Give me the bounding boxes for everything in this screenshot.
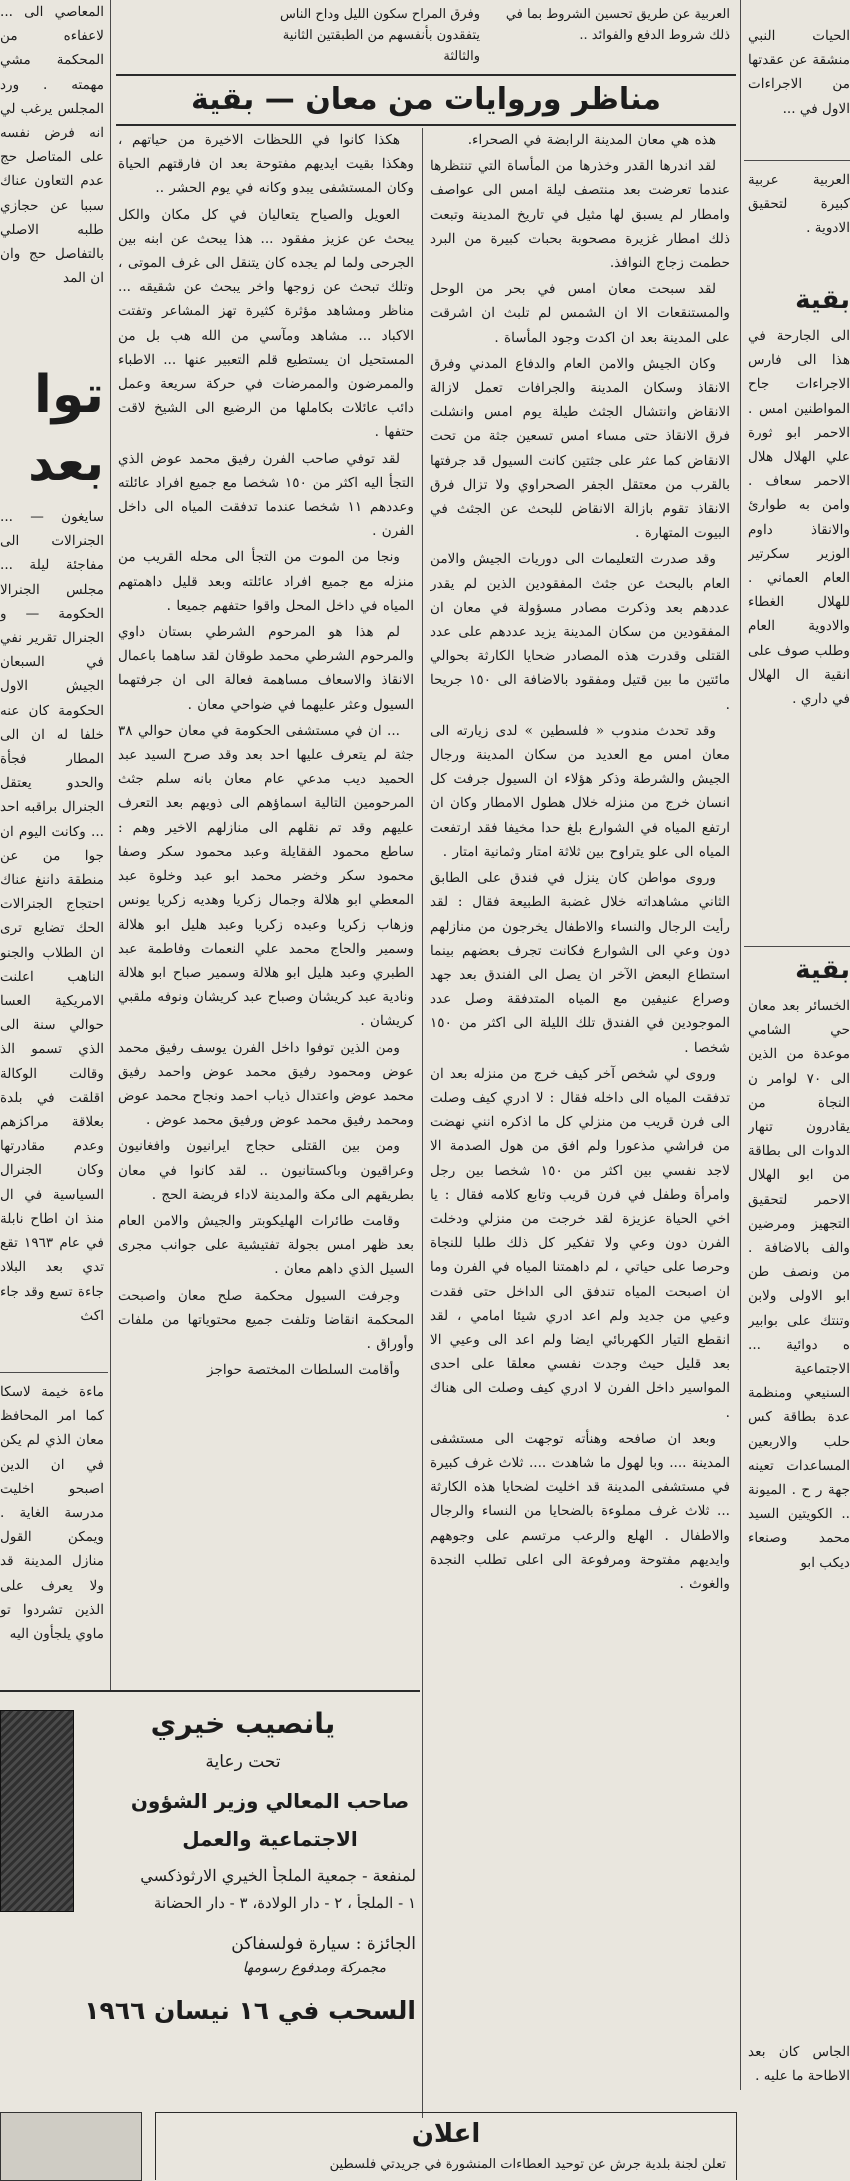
right-fragment-rule-1: [744, 160, 850, 161]
headline-main: مناظر وروايات من معان: [305, 82, 661, 117]
right-fragment-heading-2: بقية: [795, 955, 850, 985]
lottery-benefit: لمنفعة - جمعية الملجأ الخيري الارثوذكسي: [140, 1866, 416, 1885]
paragraph: لم هذا هو المرحوم الشرطي بستان داوي والمرحوم الشرطي محمد طوقان لقد ساهما باعمال الانقاذ والاسعاف مساهمة فعالة الى ان جرفتهما السيول وعثر عليهما في ضواحي معان .: [118, 624, 414, 713]
headline-dash: —: [254, 82, 295, 117]
column-divider: [422, 128, 423, 2118]
right-fragment-heading-1: بقية: [795, 285, 850, 315]
announcement-text: تعلن لجنة بلدية جرش عن توحيد العطاءات المنشورة في جريدتي فلسطين: [329, 2157, 726, 2172]
article-column-right: [430, 128, 730, 2128]
headline-continued: بقية: [190, 82, 255, 117]
lottery-prize-note: مجمركة ومدفوع رسومها: [242, 1960, 386, 1976]
paragraph: لقد توفي صاحب الفرن رفيق محمد عوض الذي التجأ اليه اكثر من ١٥٠ شخصا مع جميع افراد عائلته وعددهم ١١ شخصا عندما تدفقت المياه الى داخل الفرن .: [118, 450, 414, 540]
paragraph: ومن بين القتلى حجاج ايرانيون وافغانيون وعراقيون وباكستانيون .. لقد كانوا في معان بطريقهم الى مكة والمدينة لاداء فريضة الحج .: [118, 1138, 414, 1203]
paragraph: لقد اندرها القدر وخذرها من المأساة التي تنتظرها عندما تعرضت بعد منتصف ليلة امس الى عواصف وامطار لم يسبق لها مثيل في تاريخ المدينة وتبعت ذلك امطار غزيرة مصحوبة بحبات كبيرة من البرد حطمت زجاج النوافذ.: [430, 158, 730, 272]
lottery-ad-photo: [0, 1710, 74, 1912]
right-fragment-rule-2: [744, 946, 850, 947]
paragraph: ومن الذين توفوا داخل الفرن يوسف رفيق محمد عوض ومحمود رفيق محمد عوض واحمد رفيق محمد عوض واعتدال ذياب احمد ونجاح محمد عوض ومحمد رفيق محمد عوض ورفيق محمد عوض .: [118, 1039, 414, 1129]
right-column-divider: [740, 0, 741, 2090]
left-fragment-headline-1: توا: [34, 365, 104, 425]
paragraph: هذه هي معان المدينة الرابضة في الصحراء.: [467, 132, 716, 148]
right-fragment-d: الخسائر بعد معان حي الشامي موعدة من الذين الى ٧٠ لوامر ن النجاة من يقادرون تنهار الدوات الى بطاقة من ابو الهلال الاحمر لتحقيق التجهيز ومرضين والف بالاضافة . من ونصف طن ابو الاولى ولابن وتنتك على بوابير ه دوائية ... الاجتماعية السنيعي ومنظمة عدة بطاقة كس حلب والاربعين المساعدات تعينه جهة ر ح . الميونة .. الكويتين السيد محمد وصنعاء ديكب ابو: [748, 998, 850, 1571]
lottery-minister: صاحب المعالي وزير الشؤون الاجتماعية والعمل: [130, 1789, 410, 1851]
paragraph: وروى لي شخص آخر كيف خرج من منزله بعد ان تدفقت المياه الى داخله فقال : لا ادري كيف وصلت الى فرن قريب من منزلي كل ما اذكره انني نهضت من فراشي مذعورا ولم افق من هول الصدمة الا لاجد نفسي بين اكثر من ١٥٠ شخصا بين رجل وامرأة وطفل في فرن قريب وتابع كلامه فقال : يا اخي الحياة عزيزة لقد خرجت من منزلي ودخلت الفرن دون وعي ولا تفكير كل ذلك طلبا للنجاة وحرصا على حياتي ، لم داهمتنا المياه في الفرن وما ان اصبحت المياه تندفق الى الداخل حتى فقدت وعيي من جديد ولم اعد ادري شيئا امامي ، لقد انقطع التيار الكهربائي ايضا ولم اعد الى وعيي الا بعد قليل حيث وجدت نفسي معلقا على احدى المواسير داخل الفرن لا ادري كيف وصلت الى هناك .: [430, 1065, 730, 1421]
paragraph: ونجا من الموت من التجأ الى محله القريب من منزله مع جميع افراد عائلته وبعد قليل داهمتهم المياه في داخل المحل واقوا حتفهم جميعا .: [118, 549, 414, 614]
lottery-patronage: تحت رعاية: [205, 1752, 281, 1772]
paragraph: وكان الجيش والامن العام والدفاع المدني وفرق الانقاذ وسكان المدينة والجرافات تعمل لازالة الانقاض وانتشال الجثث طيلة يوم امس وانشلت فرق الانقاذ حتى مساء امس تسعين جثة من تحت الانقاض كما عثر على جثتين كانت السيول قد جرفتها بالقرب من معتقل الجفر الصحراوي ولا تزال فرق الانقاذ تقوم بازالة الانقاض للبحث عن الجثث في البيوت المتهارة .: [430, 355, 730, 542]
left-fragment-headline-2: بعد: [28, 434, 104, 492]
headline: [116, 78, 736, 122]
paragraph: ... ان في مستشفى الحكومة في معان حوالي ٣٨ جثة لم يتعرف عليها احد بعد وقد صرح السيد عبد الحميد ديب مدعي عام معان بانه سلم جثث المرحومين التالية اسماؤهم الى ذويهم بعد التعرف عليهم وقد تم نقلهم الى منازلهم الاخير وهم : ساطع محمود الفقايلة وعبد محمود سكر وصفا محمود سكر وخضر محمد ابو عبد وخلوة عبد المعطي ابو هلالة وجمال زكريا وهديه زكريا يونس وزهاب زكريا وعبده زكريا وعبد هليل ابو هلالة وسمير والحاج محمد علي النعمات وفاطمة عبد الطبري وعبد هليل ابو هلالة وسمير صباح ابو هلالة ونادية عبد كريشان وصباح عبد كريشان ونوفه ملقبي كريشان .: [118, 722, 414, 1030]
paragraph: وأقامت السلطات المختصة حواجز: [206, 1362, 400, 1379]
lottery-title: يانصيب خيري: [150, 1707, 336, 1740]
paragraph: العويل والصياح يتعاليان في كل مكان والكل يبحث عن عزيز مفقود ... هذا يبحث عن ابنه بين الجرحى ولما لم يجده كان يتنقل الى غرف الموتى ، وتلك تبحث عن زوجها واخر يبحث عن شقيقه ... مناظر ومشاهد مؤثرة كثيرة تهز المشاعر وتفتت الاكباد ... مشاهد ومآسي من الله هب بل من المستحيل ان يستطيع قلم التعبير عنها ... الاطباء والممرضون والممرضات في حركة سريعة وعمل دائب عائلات بكاملها من الرضيع الى الشيخ لاقت حتفها .: [118, 206, 414, 441]
right-fragment-e: الجاس كان بعد الاطاحة ما عليه .: [748, 2044, 850, 2085]
right-fragment-a: الحيات النبي منشقة عن عقدتها من الاجراءات الاول في ...: [748, 28, 850, 117]
article-column-left: [118, 128, 414, 1678]
paragraph: وبعد ان صافحه وهنأته توجهت الى مستشفى المدينة .... وبا لهول ما شاهدت .... ثلاث غرف كبيرة في مستشفى المدينة قد اخليت لضحايا هذه الكارثة ... ثلاث غرف مملوءة بالضحايا من النساء والرجال والاطفال . الهلع والرعب مرتسم على وجوههم وايديهم مفتوحة ومرفوعة الى اعلى تطلب النجدة والغوث .: [430, 1430, 730, 1592]
left-fragment-top: المعاصي الى ... لاعفاءه من المحكمة مشي مهمته . ورد المجلس يرغب لي انه فرض نفسه على المتاصل حج عدم التعاون عناك سببا عن حجازي طلبه الاصلي بالتفاصل حج وان ان المد: [0, 4, 104, 287]
paragraph: وجرفت السيول محكمة صلح معان واصبحت المحكمة انقاضا وتلفت جميع محتوياتها من ملفات وأوراق .: [118, 1287, 414, 1352]
paragraph: وقامت طائرات الهليكوبتر والجيش والامن العام بعد ظهر امس بجولة تفتيشية على جوانب مجرى السيل الذي داهم معان .: [118, 1212, 414, 1278]
lottery-ad: [70, 1696, 416, 2076]
announcement-title: اعلان: [411, 2119, 481, 2149]
top-snippet-right: العربية عن طريق تحسين الشروط بما في ذلك شروط الدفع والفوائد ..: [505, 7, 730, 43]
headline-rule-bottom: [116, 124, 736, 126]
left-fragment-rule: [0, 1372, 108, 1373]
announcement-box: [155, 2112, 737, 2180]
top-snippet-mid: وفرق المراح سكون الليل وداح الناس يتفقدون بأنفسهم من الطبقتين الثانية والثالثة: [279, 7, 480, 64]
paragraph: هكذا كانوا في اللحظات الاخيرة من حياتهم ، وهكذا بقيت ايديهم مفتوحة بعد ان فارقتهم الحياة وكان المستشفى يبدو وكانه في يوم الحشر ..: [118, 132, 414, 197]
left-column-divider: [110, 0, 111, 1690]
paragraph: لقد سبحت معان امس في بحر من الوحل والمستنقعات الا ان الشمس لم تلبث ان اشرقت على المدينة بعد ان اكدت وجود المأساة .: [430, 281, 730, 346]
left-fragment-mid: سايغون — ... الجنرالات الى مفاجئة ليلة ... مجلس الجنرالا الحكومة — و الجنرال تقرير نفي في السبعان الجيش الاول الحكومة كان عنه خلفا له ان الى المطار فجأة والحدو يعتقل الجنرال براقبه احد ... وكانت اليوم ان جوا من عن منطقة داننغ عناك احتجاج الجنرالات الحك تضايع ترى ان الطلاب والجنو الناهب اعلنت الامريكية العسا حوالي سنة الى الذي تسمو الذ وقالت الوكالة اقلقت في بلدة بعلاقة مراكزهم وعدم مقادرتها وكان الجنرال السياسية في ال منذ ان اطاح نابلة في عام ١٩٦٣ تقع تدي بعد البلاد جاءة تسع وقد جاء اكث: [0, 509, 104, 1324]
right-fragment-b: العربية عربية كبيرة لتحقيق الادوية .: [748, 172, 850, 237]
ad-rule: [0, 1690, 420, 1692]
lottery-prize: الجائزة : سيارة فولسفاكن: [231, 1934, 416, 1954]
right-fragment-c: الى الجارحة في هذا الى فارس الاجراءات جاح المواطنين امس . الاحمر ابو ثورة علي الهلال هلال الاحمر سعاف . وامن به طوارئ والانقاذ داوم الوزير سكرتير العام العماني . للهلال الغطاء والادوية العام وطلب صوف على انقية ال الهلال في داري .: [748, 328, 850, 708]
paragraph: وقد صدرت التعليمات الى دوريات الجيش والامن العام بالبحث عن جثث المفقودين الذين لم يقدر عددهم بعد وذكرت مصادر مسؤولة في معان ان المفقودين من سكان المدينة يزيد عددهم على عدد القتلى وقدرت هذه المصادر ضحايا الكارثة بحوالي مائتين ما بين قتيل ومفقود بالاضافة الى ١٥٠ جريحا .: [430, 551, 730, 713]
lottery-list: ١ - الملجأ ، ٢ - دار الولادة، ٣ - دار الحضانة: [153, 1894, 416, 1912]
paragraph: وقد تحدث مندوب « فلسطين » لدى زيارته الى معان امس مع العديد من سكان المدينة ورجال الجيش والشرطة وذكر هؤلاء ان السيول جرفت كل انسان خرج من منزله خلال هطول الامطار وكان ان ارتفع المياه في الشوارع بلغ حدا مخيفا فقد ارتفعت المياه الى علو يتراوح بين ثلاثة امتار وثمانية امتار .: [430, 722, 730, 860]
paragraph: وروى مواطن كان ينزل في فندق على الطابق الثاني مشاهداته خلال غضبة الطبيعة فقال : لقد رأيت الرجال والنساء والاطفال يخرجون من منازلهم دون وعي الى الشوارع فكانت تجرف بعضهم بينما استطاع البعض الآخر ان يصل الى الفندق بعد جهد وصراع عنيفين مع المياه المتدفقة وصل عدد الموجودين في الفندق تلك الليلة الى اكثر من ١٥٠ شخصا .: [430, 870, 730, 1056]
left-fragment-bottom: ماءة خيمة لاسكا كما امر المحافظ معان الذي لم يكن في ان الدين اصبحو اخليت مدرسة الغاية . ويمكن القول منازل المدينة قد ولا يعرف على الذين تشردوا تو ماوي يلجأون اليه: [0, 1384, 104, 1643]
bottom-left-image: [0, 2112, 142, 2181]
lottery-draw: السحب في ١٦ نيسان ١٩٦٦: [84, 1996, 416, 2025]
headline-rule-top: [116, 74, 736, 76]
